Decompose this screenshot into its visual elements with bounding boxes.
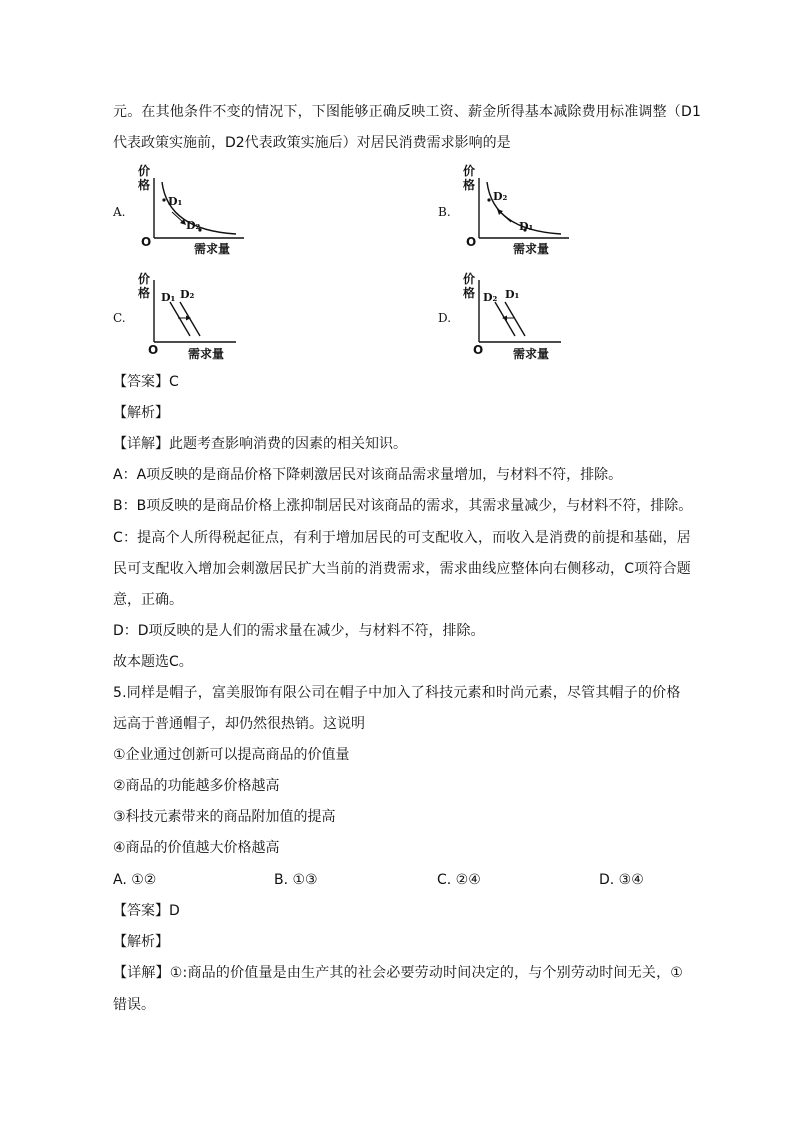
option-d-label: D.: [438, 311, 452, 325]
graph-b-price-bottom: 格: [463, 178, 476, 192]
q5-item-3: ③科技元素带来的商品附加值的提高: [113, 809, 336, 825]
graph-b-origin: O: [466, 235, 477, 249]
graph-a-price-bottom: 格: [138, 178, 151, 192]
q5-choice-b: B. ①③: [274, 872, 318, 888]
graph-a-d1-label: D₁: [168, 195, 183, 208]
q5-analysis-title: 【解析】: [113, 934, 169, 950]
q4-conclusion: 故本题选C。: [113, 654, 193, 670]
q4-analysis-title: 【解析】: [113, 405, 169, 421]
graph-d-price-bottom: 格: [463, 286, 476, 300]
graph-c-d2-label: D₂: [180, 288, 195, 301]
q4-answer: 【答案】C: [113, 374, 179, 390]
graph-d-quantity-label: 需求量: [513, 347, 550, 361]
graph-a-origin: O: [141, 235, 152, 249]
q5-choice-d: D. ③④: [599, 872, 644, 888]
q4-explain-b: B：B项反映的是商品价格上涨抑制居民对该商品的需求，其需求量减少，与材料不符，排除。: [113, 498, 693, 514]
graph-c-line-d2: [180, 302, 200, 336]
graph-b-point-d2: [487, 198, 490, 201]
graph-c: [136, 268, 266, 368]
graph-d-origin: O: [473, 343, 484, 357]
graph-a-quantity-label: 需求量: [194, 242, 231, 256]
graph-d-d1-label: D₁: [505, 288, 520, 301]
graph-a-price-top: 价: [138, 164, 151, 178]
graph-d: [461, 268, 591, 368]
graph-c-quantity-label: 需求量: [188, 347, 225, 361]
q4-explain-c-line-3: 意，正确。: [113, 592, 183, 608]
graph-b-quantity-label: 需求量: [513, 242, 550, 256]
graph-c-d1-label: D₁: [161, 291, 176, 304]
graph-d-line-d1: [505, 302, 525, 336]
graph-c-price-top: 价: [138, 272, 151, 286]
graph-b: [461, 160, 591, 260]
q4-detail: 【详解】此题考查影响消费的因素的相关知识。: [113, 436, 407, 452]
q5-stem-line-2: 远高于普通帽子，却仍然很热销。这说明: [113, 716, 365, 732]
q4-stem-line-1: 元。在其他条件不变的情况下，下图能够正确反映工资、薪金所得基本减除费用标准调整（D1: [113, 104, 702, 120]
q4-stem-line-2: 代表政策实施前，D2代表政策实施后）对居民消费需求影响的是: [113, 135, 511, 151]
q5-stem-line-1: 5.同样是帽子，富美服饰有限公司在帽子中加入了科技元素和时尚元素，尽管其帽子的价格: [113, 685, 681, 701]
q5-item-2: ②商品的功能越多价格越高: [113, 778, 280, 794]
q4-explain-a: A：A项反映的是商品价格下降刺激居民对该商品需求量增加，与材料不符，排除。: [113, 467, 623, 483]
q5-choice-c: C. ②④: [437, 872, 481, 888]
graph-a-d2-label: D₂: [186, 219, 201, 232]
q5-detail-line-2: 错误。: [113, 997, 155, 1013]
q5-choice-a: A. ①②: [113, 872, 157, 888]
q5-answer: 【答案】D: [113, 903, 180, 919]
option-b-label: B.: [438, 205, 451, 219]
graph-c-price-bottom: 格: [138, 286, 151, 300]
q4-explain-c-line-2: 民可支配收入增加会刺激居民扩大当前的消费需求，需求曲线应整体向右侧移动，C项符合题: [113, 561, 691, 577]
q5-detail-line-1: 【详解】①:商品的价值量是由生产其的社会必要劳动时间决定的，与个别劳动时间无关，①: [113, 965, 684, 981]
graph-a: [136, 160, 266, 260]
graph-b-d1-label: D₁: [519, 220, 534, 233]
graph-b-price-top: 价: [463, 164, 476, 178]
graph-a-point-d1: [162, 198, 165, 201]
q5-item-1: ①企业通过创新可以提高商品的价值量: [113, 747, 350, 763]
graph-d-d2-label: D₂: [483, 291, 498, 304]
option-a-label: A.: [113, 205, 126, 219]
graph-b-d2-label: D₂: [493, 190, 508, 203]
graph-c-origin: O: [148, 343, 159, 357]
q5-item-4: ④商品的价值越大价格越高: [113, 840, 280, 856]
option-c-label: C.: [113, 311, 126, 325]
q4-explain-d: D：D项反映的是人们的需求量在减少，与材料不符，排除。: [113, 623, 485, 639]
q4-explain-c-line-1: C：提高个人所得税起征点，有利于增加居民的可支配收入，而收入是消费的前提和基础，居: [113, 530, 691, 546]
graph-d-price-top: 价: [463, 272, 476, 286]
